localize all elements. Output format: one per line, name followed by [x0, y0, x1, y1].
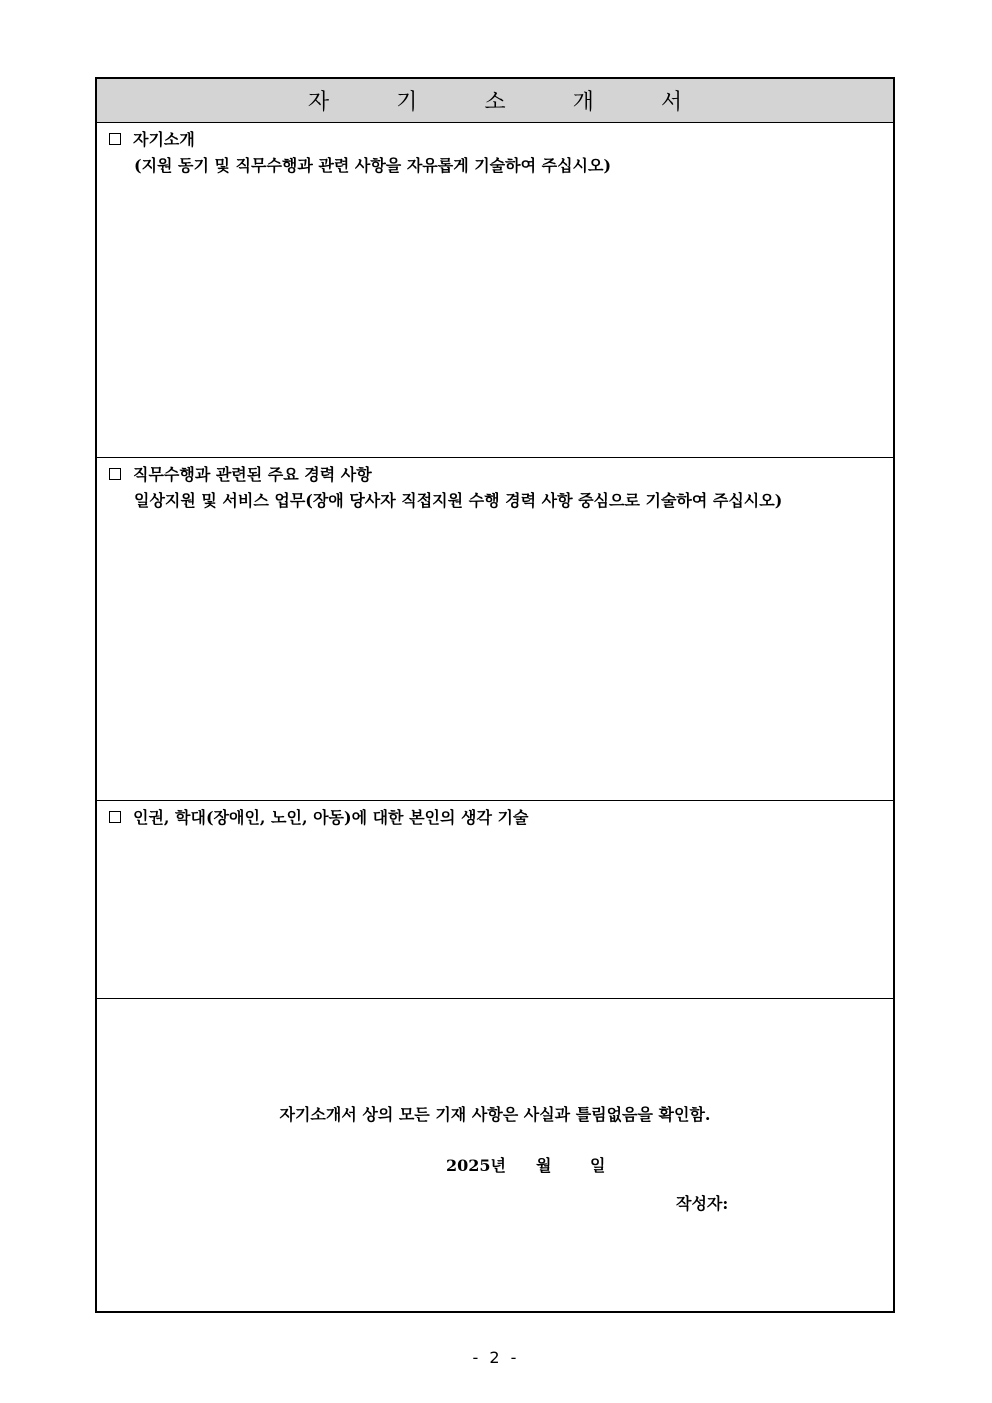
form-title: 자 기 소 개 서: [307, 90, 713, 115]
form-title-bar: [97, 79, 893, 123]
section-heading: [109, 805, 528, 828]
date-month: 월: [536, 1156, 552, 1175]
section-heading-label: 인권, 학대(장애인, 노인, 아동)에 대한 본인의 생각 기술: [133, 808, 529, 827]
section-instructions: (지원 동기 및 직무수행과 관련 사항을 자유롭게 기술하여 주십시오): [134, 156, 612, 175]
self-introduction-form: [95, 77, 895, 1313]
checkbox-icon: [109, 468, 121, 480]
section-heading: [109, 462, 372, 485]
writer-label: 작성자:: [676, 1194, 729, 1213]
section-heading-label: 직무수행과 관련된 주요 경력 사항: [133, 465, 372, 484]
section-heading: [109, 127, 195, 150]
section-human-rights-opinion[interactable]: [97, 801, 893, 999]
section-instructions: 일상지원 및 서비스 업무(장애 당사자 직접지원 수행 경력 사항 중심으로 기술하여 주십시오): [134, 491, 783, 510]
section-self-introduction[interactable]: [97, 123, 893, 458]
section-career-history[interactable]: [97, 458, 893, 801]
checkbox-icon: [109, 811, 121, 823]
page-number: - 2 -: [472, 1348, 520, 1367]
date-line: [446, 1153, 605, 1176]
section-heading-label: 자기소개: [133, 130, 195, 149]
section-confirmation: [97, 999, 893, 1313]
date-year: 2025년: [446, 1156, 506, 1175]
checkbox-icon: [109, 133, 121, 145]
date-day: 일: [590, 1156, 606, 1175]
confirmation-statement: 자기소개서 상의 모든 기재 사항은 사실과 틀림없음을 확인함.: [279, 1105, 711, 1124]
